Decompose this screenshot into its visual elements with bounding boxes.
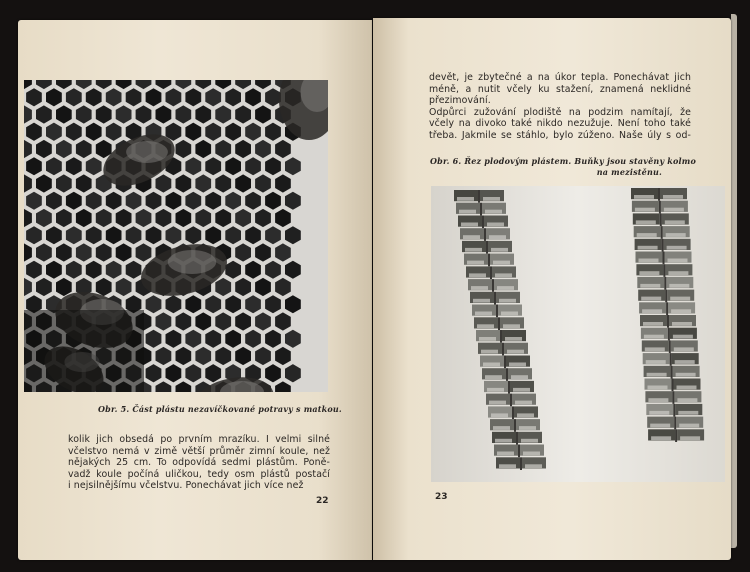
right-body-text <box>429 72 691 142</box>
text-line: třeba. Jakmile se stáhlo, bylo zúženo. Naše úly s od- <box>429 129 691 141</box>
page-number: 22 <box>316 496 329 506</box>
left-body-text <box>68 434 330 492</box>
text-line: méně, a nutit včely ku stažení, znamená neklidné <box>429 83 691 95</box>
figure-5-caption: Obr. 5. Část plástu nezavíčkované potravy s matkou. <box>98 404 342 414</box>
left-page <box>18 20 372 560</box>
text-line: kolik jich obsedá po prvním mrazíku. I velmi silné <box>68 434 330 445</box>
text-line: přezimování. <box>429 95 491 107</box>
text-line: i nejsilnějšímu včelstvu. Ponechávat jich více než <box>68 480 304 492</box>
text-line: nějakých 25 cm. To odpovídá sedmi plástům. Poně- <box>68 457 330 469</box>
honeycomb-with-queen-photo <box>24 80 328 392</box>
text-line: devět, je zbytečné a na úkor tepla. Ponechávat jich <box>429 72 691 83</box>
brood-comb-section-photo <box>431 186 725 482</box>
figure-6-caption <box>430 156 696 178</box>
right-page <box>373 18 731 560</box>
text-line: včelstvo nemá v zimě větší průměr zimní koule, než <box>68 445 330 457</box>
caption-line: Obr. 6. Řez plodovým plástem. Buňky jsou stavěny kolmo <box>430 156 696 166</box>
text-line: vadž koule počíná uličkou, tedy osm plástů postačí <box>68 468 330 480</box>
page-number: 23 <box>435 492 448 502</box>
text-line: včely na divoko také nikdo nezužuje. Není toho také <box>429 118 691 130</box>
page-edge <box>731 14 737 548</box>
text-line: Odpůrci zužování plodiště na podzim namítají, že <box>429 106 691 118</box>
caption-line: na mezistěnu. <box>596 167 662 177</box>
